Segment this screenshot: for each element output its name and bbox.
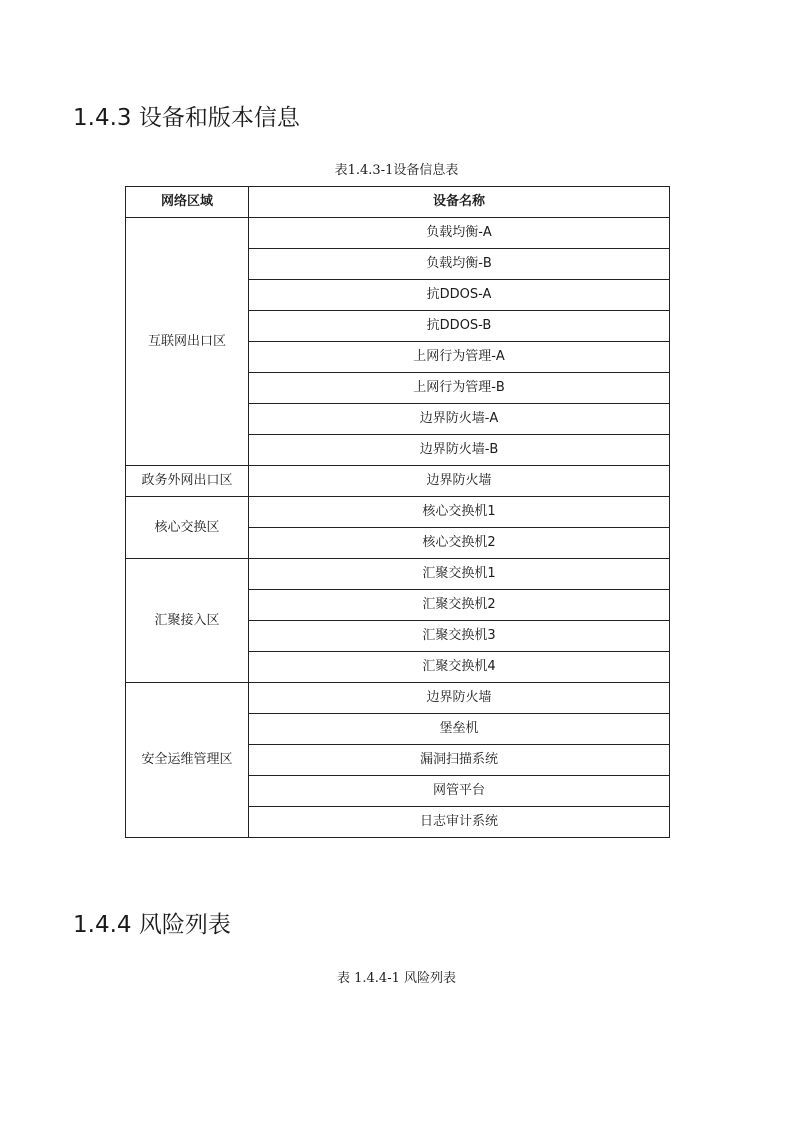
zone-cell: 核心交换区 (126, 497, 249, 559)
device-cell: 核心交换机1 (249, 497, 670, 528)
device-info-table (125, 186, 670, 838)
device-cell: 负载均衡-B (249, 249, 670, 280)
device-cell: 汇聚交换机3 (249, 621, 670, 652)
table-row (126, 559, 670, 590)
table-caption-risk-list: 表 1.4.4-1 风险列表 (336, 971, 456, 986)
device-cell: 边界防火墙-A (249, 404, 670, 435)
section-heading-risk-list: 1.4.4 风险列表 (73, 912, 231, 938)
device-cell: 堡垒机 (249, 714, 670, 745)
device-cell: 汇聚交换机4 (249, 652, 670, 683)
table-row (126, 466, 670, 497)
zone-cell: 政务外网出口区 (126, 466, 249, 497)
table-row (126, 497, 670, 528)
device-cell: 汇聚交换机1 (249, 559, 670, 590)
device-cell: 边界防火墙-B (249, 435, 670, 466)
device-cell: 汇聚交换机2 (249, 590, 670, 621)
device-cell: 上网行为管理-B (249, 373, 670, 404)
device-cell: 负载均衡-A (249, 218, 670, 249)
table-row (126, 683, 670, 714)
zone-cell: 互联网出口区 (126, 218, 249, 466)
device-cell: 核心交换机2 (249, 528, 670, 559)
device-cell: 边界防火墙 (249, 683, 670, 714)
header-network-zone: 网络区域 (126, 187, 249, 218)
device-cell: 上网行为管理-A (249, 342, 670, 373)
device-table-body (126, 218, 670, 838)
device-cell: 抗DDOS-A (249, 280, 670, 311)
device-cell: 漏洞扫描系统 (249, 745, 670, 776)
section-heading-device-info: 1.4.3 设备和版本信息 (73, 105, 300, 131)
table-caption-device-info: 表1.4.3-1设备信息表 (334, 163, 459, 178)
zone-cell: 安全运维管理区 (126, 683, 249, 838)
device-cell: 日志审计系统 (249, 807, 670, 838)
device-cell: 网管平台 (249, 776, 670, 807)
zone-cell: 汇聚接入区 (126, 559, 249, 683)
device-cell: 边界防火墙 (249, 466, 670, 497)
header-device-name: 设备名称 (249, 187, 670, 218)
table-row (126, 218, 670, 249)
device-cell: 抗DDOS-B (249, 311, 670, 342)
table-header-row (126, 187, 670, 218)
